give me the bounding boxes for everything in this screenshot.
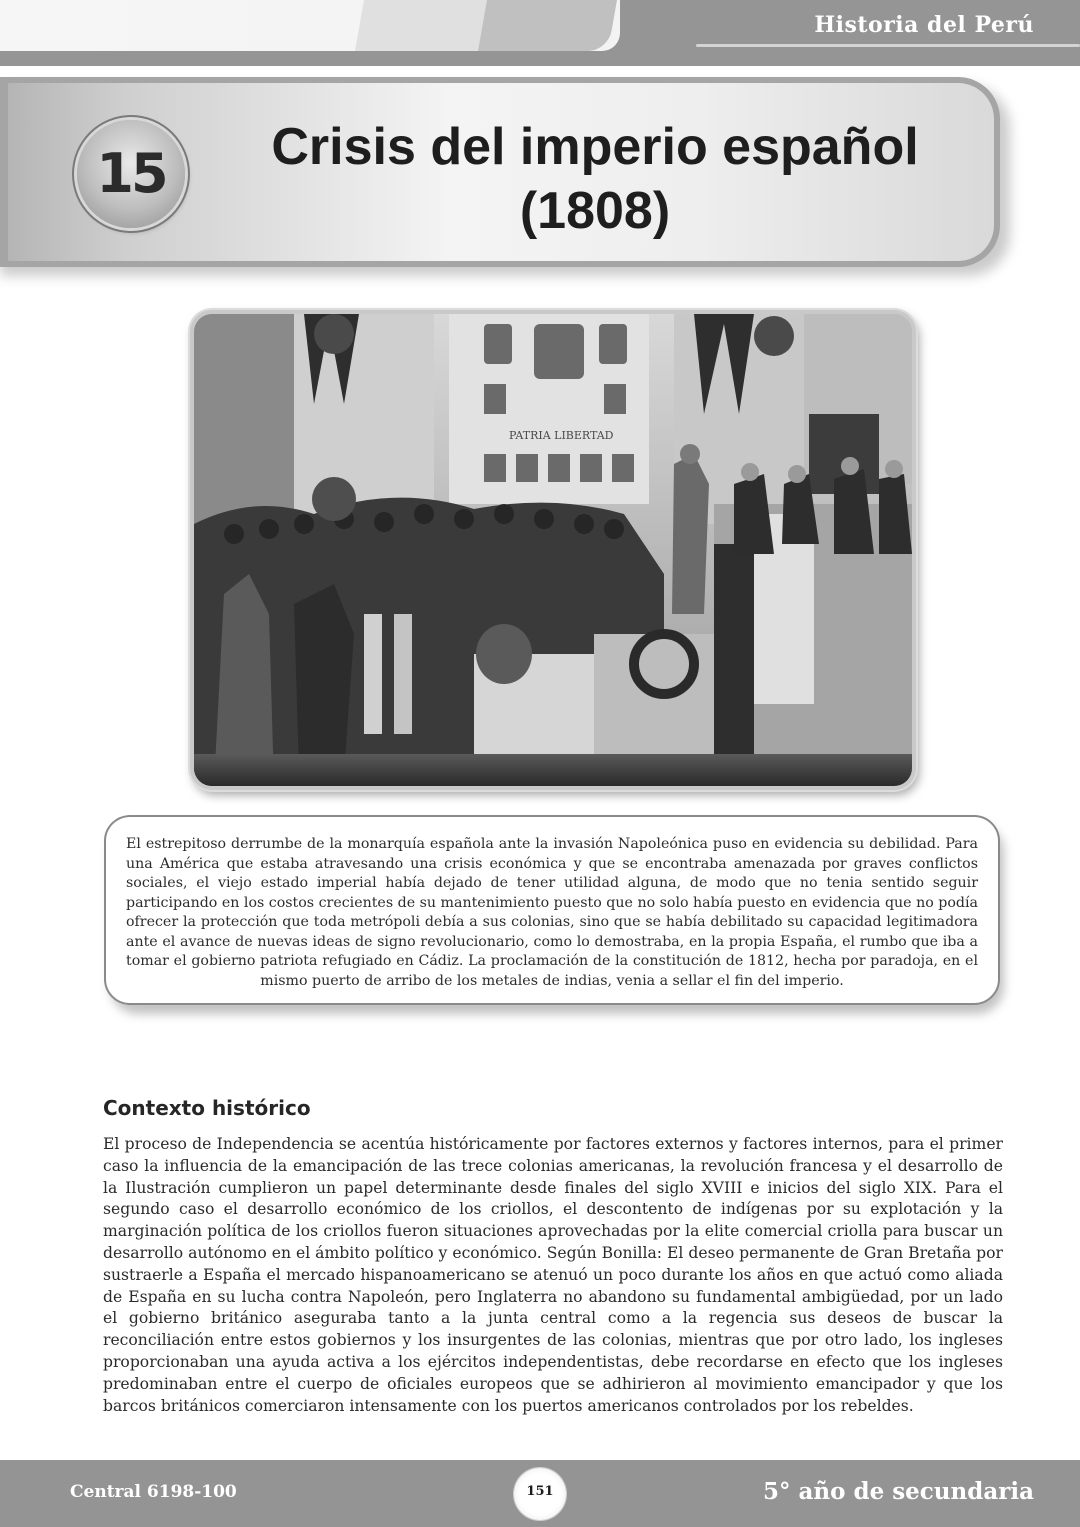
chapter-title-line1: Crisis del imperio español <box>271 118 919 176</box>
chapter-number: 15 <box>96 142 166 205</box>
painting-illustration <box>194 314 912 786</box>
footer-phone: Central 6198-100 <box>70 1482 237 1502</box>
section-title: Contexto histórico <box>103 1096 311 1120</box>
header-band <box>0 0 1080 66</box>
header-rule <box>696 44 1080 47</box>
header-stripe <box>478 0 617 51</box>
page-number: 151 <box>526 1484 554 1499</box>
chapter-number-badge <box>77 120 185 228</box>
caption-text: El estrepitoso derrumbe de la monarquía española ante la invasión Napoleónica puso en evidencia su debilidad. Para una América que estaba atravesando una crisis económica y que se encontraba amenazada por graves conflictos sociales, el viejo estado imperial había dejado de tener utilidad alguna, de modo que no tenia sentido seguir participando en los costos crecientes de su mantenimiento puesto que no solo había puesto en evidencia que no podía ofrecer la protección que toda metrópoli debía a sus colonias, sino que se había debilitado su capacidad legitimadora ante el avance de nuevas ideas de signo revolucionario, como lo demostraba, en la propia España, el rumbo que iba a tomar el gobierno patriota refugiado en Cádiz. La proclamación de la constitución de 1812, hecha por paradoja, en el mismo puerto de arribo de los metales de indias, venia a sellar el fin del imperio. <box>126 836 978 989</box>
historical-image <box>194 314 912 786</box>
footer-grade: 5° año de secundaria <box>763 1478 1034 1505</box>
subject-title: Historia del Perú <box>814 12 1034 38</box>
svg-text:PATRIA LIBERTAD: PATRIA LIBERTAD <box>509 429 614 442</box>
page-number-badge <box>514 1468 566 1520</box>
historical-image-frame <box>190 310 916 790</box>
section-body: El proceso de Independencia se acentúa históricamente por factores externos y factores internos, para el primer caso la influencia de la emancipación de las trece colonias americanas, la revolución francesa y el desarrollo de la Ilustración cumplieron un papel determinante desde finales del siglo XVIII e inicios del siglo XIX. Para el segundo caso el desarrollo económico de los criollos, el descontento de indígenas por su explotación y la marginación política de los criollos fueron situaciones aprovechadas por la elite comercial criolla para buscar un desarrollo autónomo en el ámbito político y económico. Según Bonilla: El deseo permanente de Gran Bretaña por sustraerle a España el mercado hispanoamericano se atenuó un poco durante los años en que actuó como aliada de España en su lucha contra Napoleón, pero Inglaterra no abandono su fundamental ambigüedad, por un lado el gobierno británico aseguraba tanto a la junta central como a la regencia sus deseos de buscar la reconciliación entre estos gobiernos y los insurgentes de las colonias, mientras que por otro lado, los ingleses proporcionaban una ayuda activa a los ejércitos independentistas, debe recordarse en efecto que los ingleses predominaban entre el cuerpo de oficiales europeos que se adhirieron al movimiento emancipador y que los barcos británicos comerciaron intensamente con los puertos americanos controlados por los rebeldes. <box>103 1135 1003 1415</box>
chapter-title-line2: (1808) <box>519 182 671 240</box>
chapter-title <box>200 115 990 243</box>
caption-box <box>104 815 1000 1005</box>
